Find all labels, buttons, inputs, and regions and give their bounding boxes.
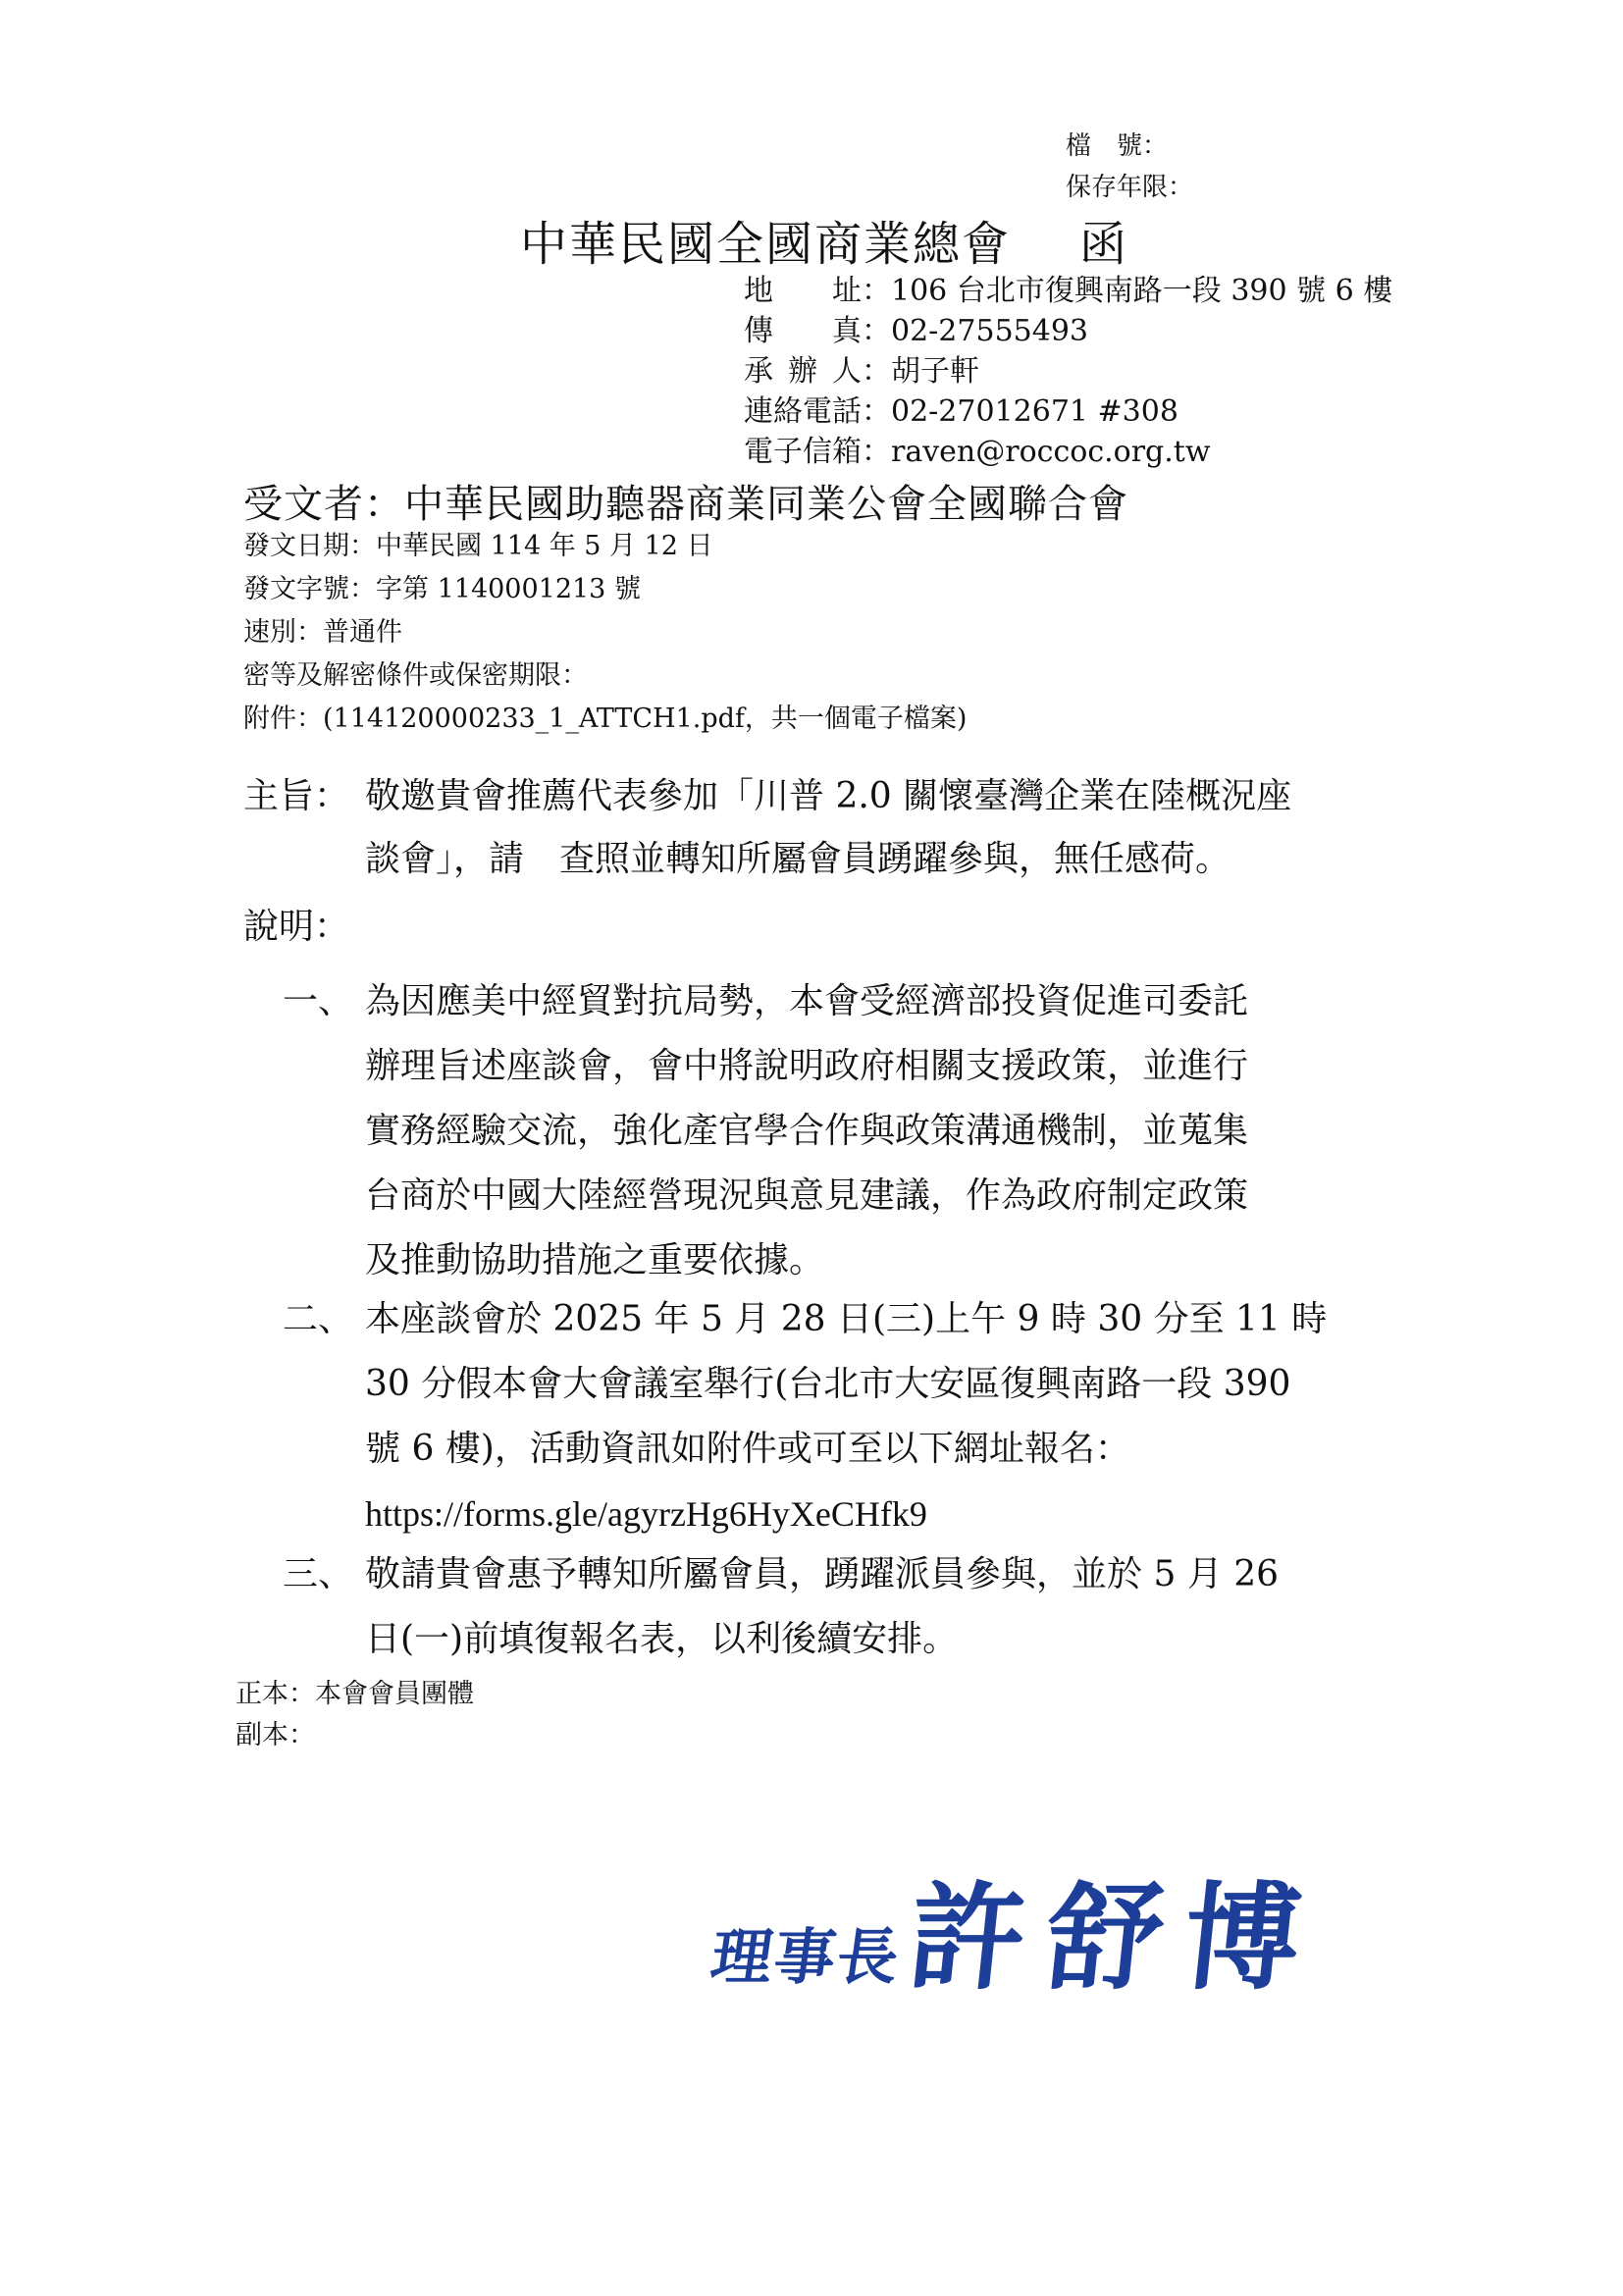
issue-date: 發文日期：中華民國 114 年 5 月 12 日 [243, 531, 713, 561]
document-title [520, 206, 1128, 274]
subject-line: 敬邀貴會推薦代表參加「川普 2.0 關懷臺灣企業在陸概況座 [365, 776, 1292, 816]
subject-label: 主旨： [243, 776, 350, 816]
contact-row-email [744, 432, 1392, 472]
file-number-label: 檔 號： [1066, 131, 1169, 161]
contact-row-fax [744, 311, 1392, 351]
explanation-item-3 [283, 1542, 1405, 1672]
item-number: 一、 [283, 981, 354, 1021]
recipient: 受文者：中華民國助聽器商業同業公會全國聯合會 [243, 482, 1128, 527]
item-line: 號 6 樓)，活動資訊如附件或可至以下網址報名： [365, 1429, 1130, 1469]
document-meta [243, 525, 967, 741]
contact-label: 傳 真 [744, 314, 862, 348]
title-doc-type: 函 [1079, 217, 1129, 272]
item-line: 為因應美中經貿對抗局勢，本會受經濟部投資促進司委託 [365, 981, 1249, 1021]
signature-role: 理事長 [707, 1921, 906, 1993]
retention-label: 保存年限： [1066, 173, 1194, 202]
item-line: 30 分假本會大會議室舉行(台北市大安區復興南路一段 390 [365, 1364, 1291, 1404]
item-number: 三、 [283, 1554, 354, 1594]
item-number: 二、 [283, 1299, 354, 1339]
registration-url[interactable]: https://forms.gle/agyrzHg6HyXeCHfk9 [365, 1494, 927, 1534]
distribution-footer [236, 1674, 474, 1756]
issue-number: 發文字號：字第 1140001213 號 [243, 574, 641, 604]
item-text [365, 1542, 1405, 1672]
sender-contact-block [744, 271, 1392, 472]
contact-value: ：02-27555493 [862, 314, 1089, 348]
contact-value: ：胡子軒 [862, 354, 979, 389]
explanation-item-1 [283, 969, 1405, 1293]
item-line: 日(一)前填復報名表，以利後續安排。 [365, 1619, 959, 1659]
subject [243, 765, 1450, 891]
contact-label: 承 辦 人 [744, 354, 862, 389]
contact-row-phone [744, 391, 1392, 432]
item-line: 及推動協助措施之重要依據。 [365, 1240, 825, 1280]
contact-row-handler [744, 351, 1392, 391]
signature-name: 許舒博 [902, 1869, 1330, 2006]
item-text [365, 1287, 1405, 1546]
item-line: 本座談會於 2025 年 5 月 28 日(三)上午 9 時 30 分至 11 時 [365, 1299, 1328, 1339]
title-org: 中華民國全國商業總會 [520, 217, 1012, 272]
item-line: 辦理旨述座談會，會中將說明政府相關支援政策，並進行 [365, 1046, 1249, 1086]
contact-value: ：02-27012671 #308 [862, 394, 1178, 429]
file-info [1066, 126, 1193, 208]
contact-value-email: ：raven@roccoc.org.tw [862, 435, 1211, 469]
subject-body [365, 765, 1450, 891]
item-text [365, 969, 1405, 1293]
contact-label: 連絡電話 [744, 394, 862, 429]
contact-label: 地 址 [744, 274, 862, 308]
copy-recipients: 副本： [236, 1720, 315, 1750]
speed-class: 速別：普通件 [243, 617, 402, 648]
subject-line: 談會」，請 查照並轉知所屬會員踴躍參與，無任感荷。 [365, 839, 1231, 879]
item-line: 敬請貴會惠予轉知所屬會員，踴躍派員參與，並於 5 月 26 [365, 1554, 1280, 1594]
item-line: 台商於中國大陸經營現況與意見建議，作為政府制定政策 [365, 1175, 1249, 1216]
secrecy-level: 密等及解密條件或保密期限： [243, 660, 588, 691]
original-recipients: 正本：本會會員團體 [236, 1679, 474, 1709]
explanation-label: 說明： [243, 907, 350, 947]
contact-label: 電子信箱 [744, 435, 862, 469]
explanation-item-2 [283, 1287, 1405, 1546]
chairman-signature-stamp [707, 1845, 1330, 2011]
attachment: 附件：(114120000233_1_ATTCH1.pdf，共一個電子檔案) [243, 704, 968, 734]
contact-value: ：106 台北市復興南路一段 390 號 6 樓 [862, 274, 1393, 308]
item-line: 實務經驗交流，強化產官學合作與政策溝通機制，並蒐集 [365, 1111, 1249, 1151]
contact-row-address [744, 271, 1392, 311]
